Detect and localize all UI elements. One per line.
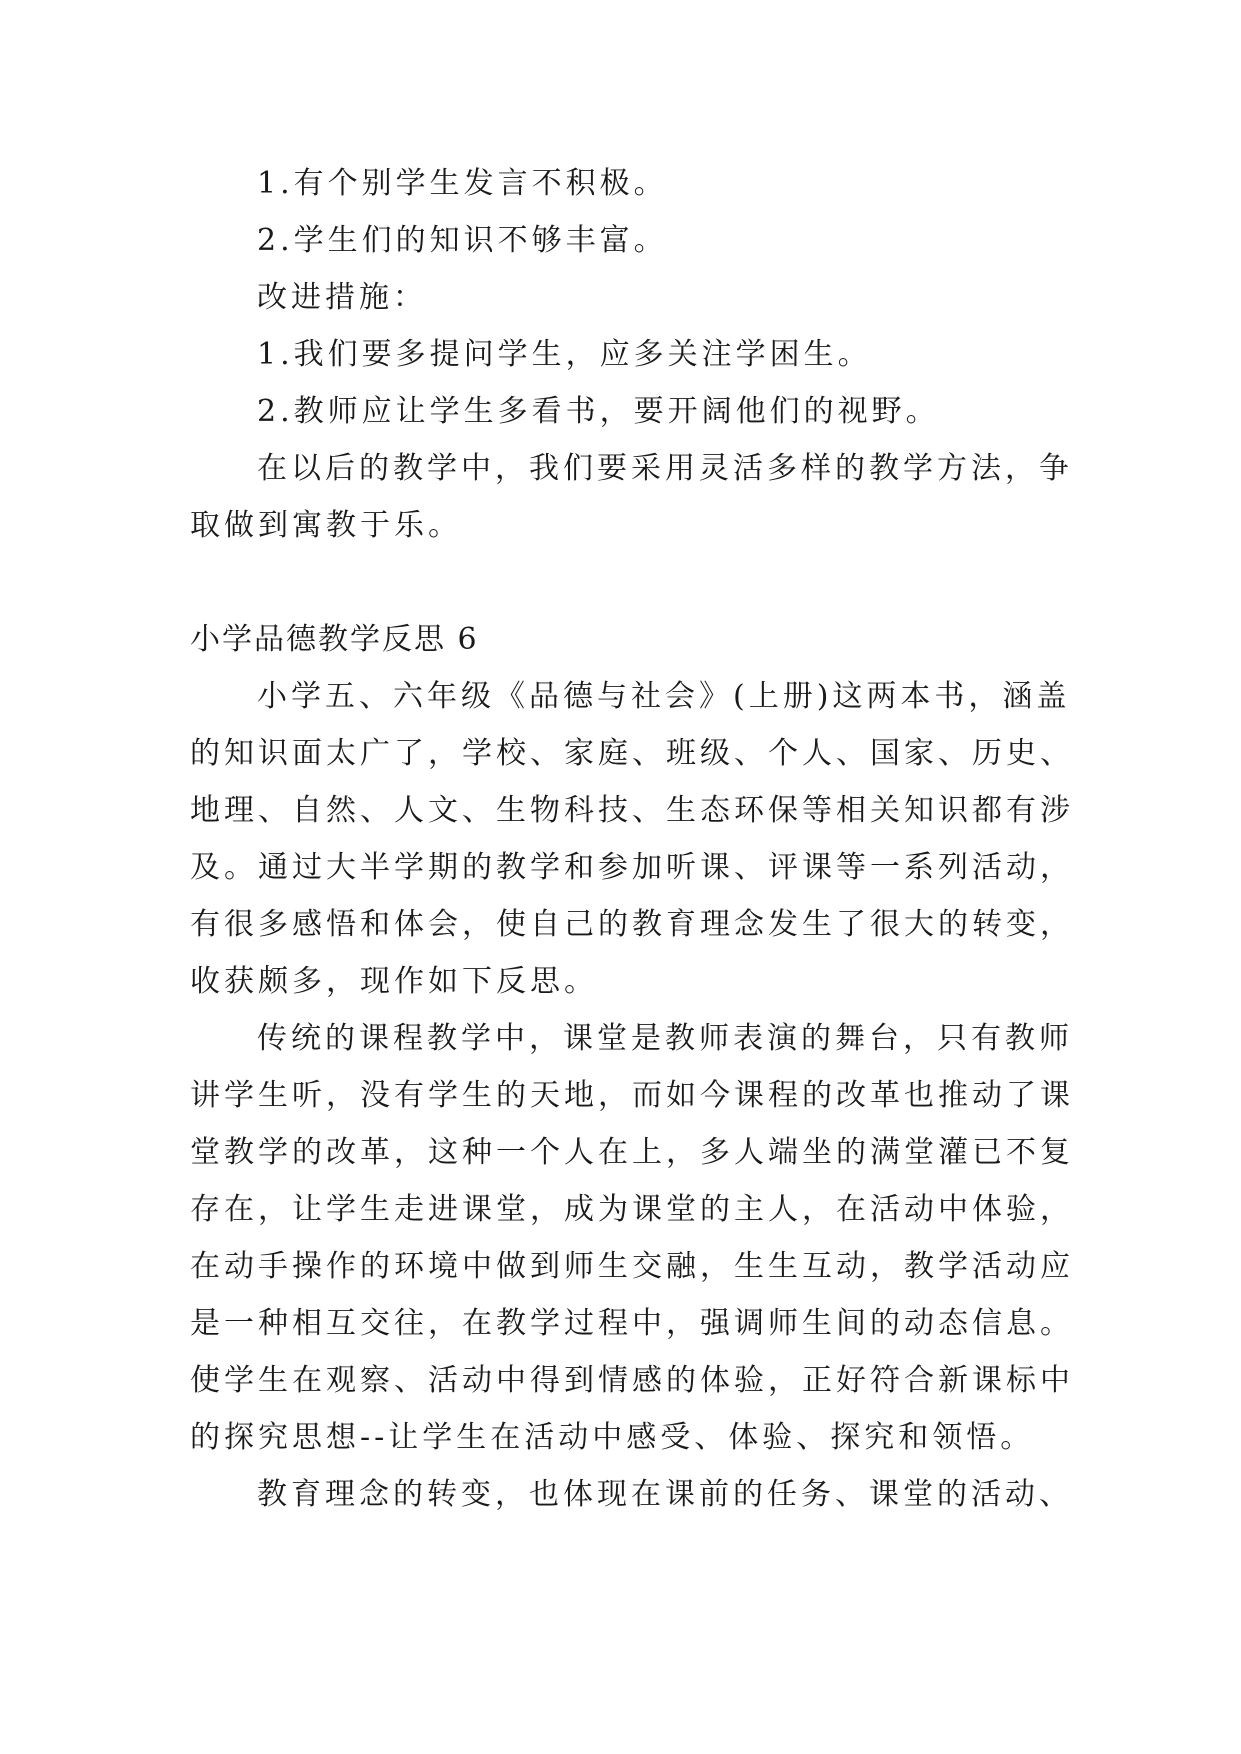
improvement-step-2: 2.教师应让学生多看书，要开阔他们的视野。	[257, 394, 940, 429]
paragraph-line: 存在，让学生走进课堂，成为课堂的主人，在活动中体验，	[190, 1192, 1074, 1227]
paragraph-line: 地理、自然、人文、生物科技、生态环保等相关知识都有涉	[190, 793, 1074, 828]
paragraph-line: 的知识面太广了，学校、家庭、班级、个人、国家、历史、	[190, 736, 1074, 771]
paragraph-line: 收获颇多，现作如下反思。	[190, 964, 598, 999]
closing-paragraph-line: 取做到寓教于乐。	[190, 508, 462, 543]
paragraph-line: 及。通过大半学期的教学和参加听课、评课等一系列活动，	[190, 850, 1074, 885]
paragraph-line: 传统的课程教学中，课堂是教师表演的舞台，只有教师	[257, 1021, 1073, 1056]
closing-paragraph-line: 在以后的教学中，我们要采用灵活多样的教学方法，争	[257, 451, 1073, 486]
shortcoming-item-2: 2.学生们的知识不够丰富。	[257, 223, 668, 258]
shortcoming-item-1: 1.有个别学生发言不积极。	[257, 166, 668, 201]
paragraph-line: 在动手操作的环境中做到师生交融，生生互动，教学活动应	[190, 1249, 1074, 1284]
paragraph-line: 使学生在观察、活动中得到情感的体验，正好符合新课标中	[190, 1363, 1074, 1398]
improvement-label: 改进措施：	[257, 280, 427, 315]
section-title: 小学品德教学反思 6	[190, 622, 479, 657]
paragraph-line: 是一种相互交往，在教学过程中，强调师生间的动态信息。	[190, 1306, 1074, 1341]
improvement-step-1: 1.我们要多提问学生，应多关注学困生。	[257, 337, 872, 372]
paragraph-line: 的探究思想--让学生在活动中感受、体验、探究和领悟。	[190, 1420, 1035, 1455]
paragraph-line: 有很多感悟和体会，使自己的教育理念发生了很大的转变，	[190, 907, 1074, 942]
paragraph-line: 讲学生听，没有学生的天地，而如今课程的改革也推动了课	[190, 1078, 1074, 1113]
paragraph-line: 教育理念的转变，也体现在课前的任务、课堂的活动、	[257, 1477, 1073, 1512]
paragraph-line: 小学五、六年级《品德与社会》(上册)这两本书，涵盖	[257, 679, 1071, 714]
paragraph-line: 堂教学的改革，这种一个人在上，多人端坐的满堂灌已不复	[190, 1135, 1074, 1170]
